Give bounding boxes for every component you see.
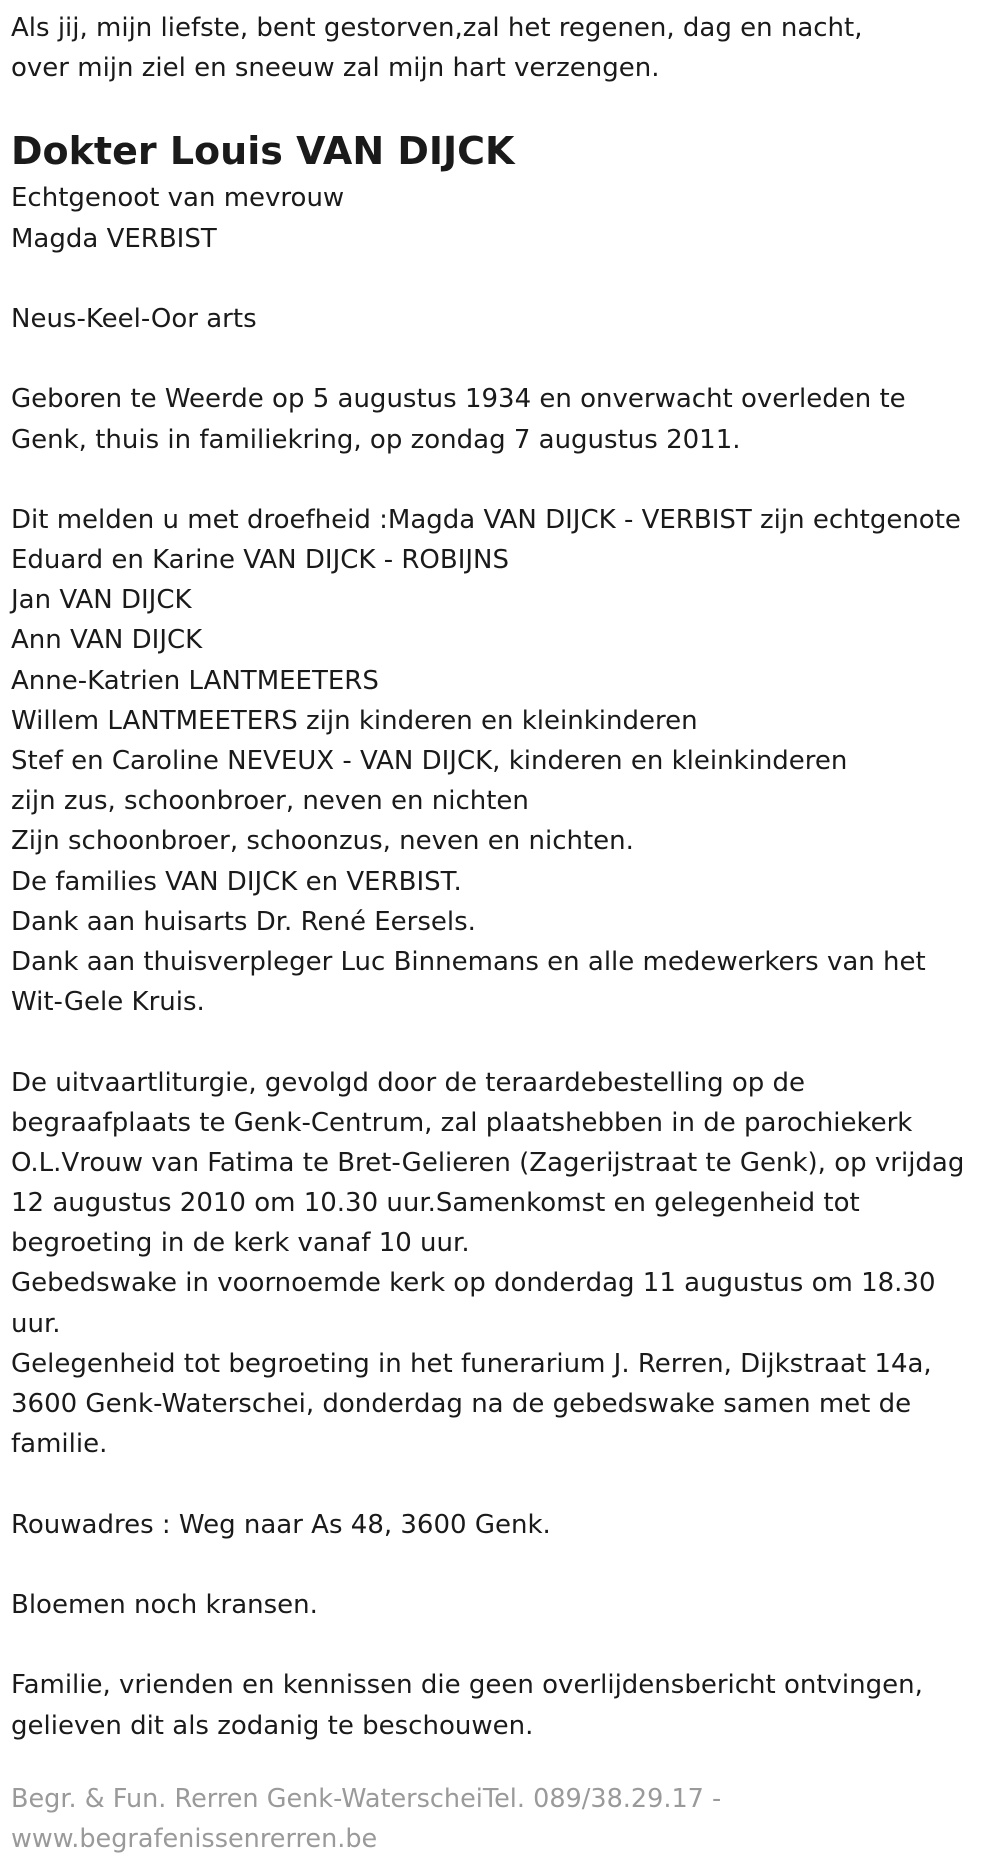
- family-line: Wit-Gele Kruis.: [11, 987, 205, 1018]
- poem-block: [11, 8, 996, 88]
- family-line: Dank aan huisarts Dr. René Eersels.: [11, 906, 476, 937]
- funeral-block: [11, 1063, 996, 1465]
- birth-death-block: [11, 379, 996, 459]
- family-line: Jan VAN DIJCK: [11, 585, 192, 616]
- deceased-name: Dokter Louis VAN DIJCK: [11, 129, 515, 174]
- family-line: Ann VAN DIJCK: [11, 625, 203, 656]
- footer-line: Begr. & Fun. Rerren Genk-WaterscheiTel. 089/38.29.17 -: [11, 1784, 722, 1814]
- profession: Neus-Keel-Oor arts: [11, 303, 257, 334]
- spouse-line: Echtgenoot van mevrouw: [11, 183, 345, 214]
- obituary-notice: [11, 8, 996, 1746]
- family-line: Willem LANTMEETERS zijn kinderen en kleinkinderen: [11, 705, 698, 736]
- poem-line: over mijn ziel en sneeuw zal mijn hart verzengen.: [11, 53, 660, 84]
- funeral-line: uur.: [11, 1308, 61, 1339]
- family-line: Stef en Caroline NEVEUX - VAN DIJCK, kinderen en kleinkinderen: [11, 746, 848, 776]
- mourning-address: Rouwadres : Weg naar As 48, 3600 Genk.: [11, 1509, 551, 1540]
- poem-line: Als jij, mijn liefste, bent gestorven,zal het regenen, dag en nacht,: [11, 13, 863, 43]
- funeral-line: familie.: [11, 1429, 108, 1460]
- birth-death-line: Genk, thuis in familiekring, op zondag 7 augustus 2011.: [11, 424, 741, 455]
- notice-line: gelieven dit als zodanig te beschouwen.: [11, 1710, 534, 1741]
- funeral-line: begraafplaats te Genk-Centrum, zal plaatshebben in de parochiekerk: [11, 1107, 913, 1138]
- funeral-line: 12 augustus 2010 om 10.30 uur.Samenkomst en gelegenheid tot: [11, 1188, 860, 1219]
- funeral-line: Gelegenheid tot begroeting in het funerarium J. Rerren, Dijkstraat 14a,: [11, 1348, 932, 1379]
- funeral-line: begroeting in de kerk vanaf 10 uur.: [11, 1228, 470, 1259]
- family-line: Anne-Katrien LANTMEETERS: [11, 665, 379, 696]
- family-line: Zijn schoonbroer, schoonzus, neven en nichten.: [11, 826, 634, 857]
- birth-death-line: Geboren te Weerde op 5 augustus 1934 en onverwacht overleden te: [11, 384, 906, 415]
- notice-line: Familie, vrienden en kennissen die geen overlijdensbericht ontvingen,: [11, 1670, 923, 1701]
- family-line: De families VAN DIJCK en VERBIST.: [11, 866, 462, 897]
- funeral-line: Gebedswake in voornoemde kerk op donderdag 11 augustus om 18.30: [11, 1268, 936, 1299]
- footer-website: www.begrafenissenrerren.be: [11, 1824, 378, 1855]
- notice-block: [11, 1665, 996, 1745]
- funeral-line: De uitvaartliturgie, gevolgd door de teraardebestelling op de: [11, 1067, 806, 1098]
- flowers-note: Bloemen noch kransen.: [11, 1589, 318, 1620]
- funeral-home-footer: [11, 1779, 996, 1859]
- family-line: Dank aan thuisverpleger Luc Binnemans en alle medewerkers van het: [11, 946, 926, 977]
- funeral-line: O.L.Vrouw van Fatima te Bret-Gelieren (Zagerijstraat te Genk), op vrijdag: [11, 1147, 965, 1178]
- spouse-block: [11, 178, 996, 258]
- funeral-line: 3600 Genk-Waterschei, donderdag na de gebedswake samen met de: [11, 1389, 912, 1419]
- family-line: zijn zus, schoonbroer, neven en nichten: [11, 786, 529, 817]
- family-line: Dit melden u met droefheid :Magda VAN DIJCK - VERBIST zijn echtgenote: [11, 504, 961, 535]
- family-line: Eduard en Karine VAN DIJCK - ROBIJNS: [11, 545, 510, 576]
- spouse-line: Magda VERBIST: [11, 223, 217, 254]
- family-block: [11, 500, 996, 1022]
